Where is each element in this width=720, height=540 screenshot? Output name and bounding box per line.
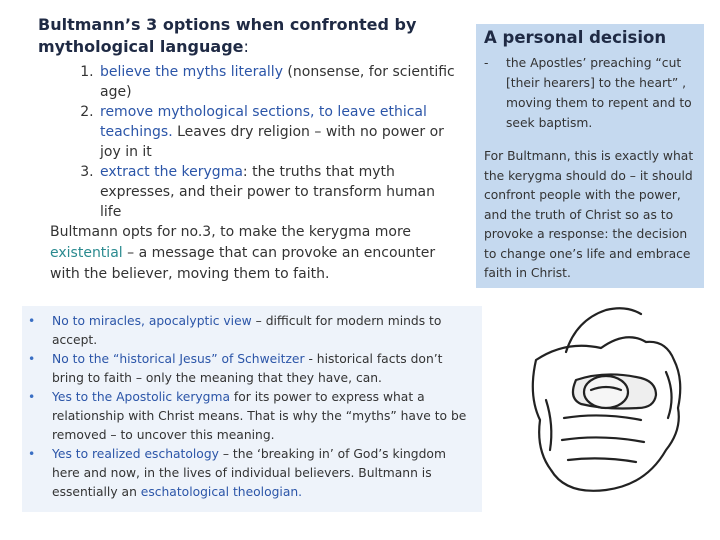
option-3-rest: : the truths that myth expresses, and their power to transform human life [100, 164, 436, 220]
bullet-3-rest: for its power to express what a relationship with Christ means. That is why the “myths” have to be removed – to uncover this meaning. [52, 390, 467, 442]
bullet-4-tail: eschatological theologian. [140, 485, 303, 499]
option-3-key: extract the kerygma [100, 164, 243, 180]
option-item-3 [98, 162, 458, 222]
option-item-1 [98, 62, 458, 102]
options-panel [38, 14, 458, 286]
bullet-1-key: No to miracles, apocalyptic view [52, 314, 252, 328]
pointing-hand-icon [506, 300, 706, 510]
bullet-list [22, 312, 482, 502]
bullet-2-rest: - historical facts don’t bring to faith – only the meaning that they have, can. [52, 352, 443, 385]
personal-decision-heading: A personal decision [484, 28, 667, 47]
options-title-colon: : [243, 37, 249, 56]
conclusion-emphasis: existential [50, 245, 123, 261]
conclusion-part-1: Bultmann opts for no.3, to make the kerygma more [50, 224, 412, 240]
apostles-point-text: the Apostles’ preaching “cut [their hearers] to the heart” , moving them to repent and to seek baptism. [506, 56, 692, 130]
bullet-4-key: Yes to realized eschatology [52, 447, 219, 461]
options-title [38, 14, 458, 58]
bullet-item-1 [52, 312, 482, 350]
bullet-item-4 [52, 445, 482, 502]
option-1-rest: (nonsense, for scientific age) [100, 64, 455, 100]
option-2-rest: Leaves dry religion – with no power or joy in it [100, 124, 444, 160]
bullet-item-3 [52, 388, 482, 445]
bullet-2-key: No to the “historical Jesus” of Schweitzer [52, 352, 305, 366]
conclusion-part-2: – a message that can provoke an encounter with the believer, moving them to faith. [50, 245, 436, 282]
bullet-4-rest: – the ‘breaking in’ of God’s kingdom here and now, in the lives of individual believers. Bultmann is essentially an [52, 447, 446, 499]
personal-decision-panel [476, 24, 704, 288]
option-item-2 [98, 102, 458, 162]
apostles-point [484, 53, 694, 133]
options-title-text: Bultmann’s 3 options when confronted by mythological language [38, 15, 417, 56]
option-2-key: remove mythological sections, to leave ethical teachings. [100, 104, 427, 140]
bultmann-paragraph: For Bultmann, this is exactly what the kerygma should do – it should confront people with the power, and the truth of Christ so as to provoke a response: the decision to change one’s life and embrace faith in Christ. [484, 149, 694, 280]
conclusion-paragraph [50, 222, 458, 285]
dash-mark: - [484, 56, 489, 70]
option-1-key: believe the myths literally [100, 64, 283, 80]
bullets-panel [22, 306, 482, 512]
options-list [38, 62, 458, 222]
bullet-3-key: Yes to the Apostolic kerygma [52, 390, 230, 404]
bullet-item-2 [52, 350, 482, 388]
bullet-1-rest: – difficult for modern minds to accept. [52, 314, 442, 347]
